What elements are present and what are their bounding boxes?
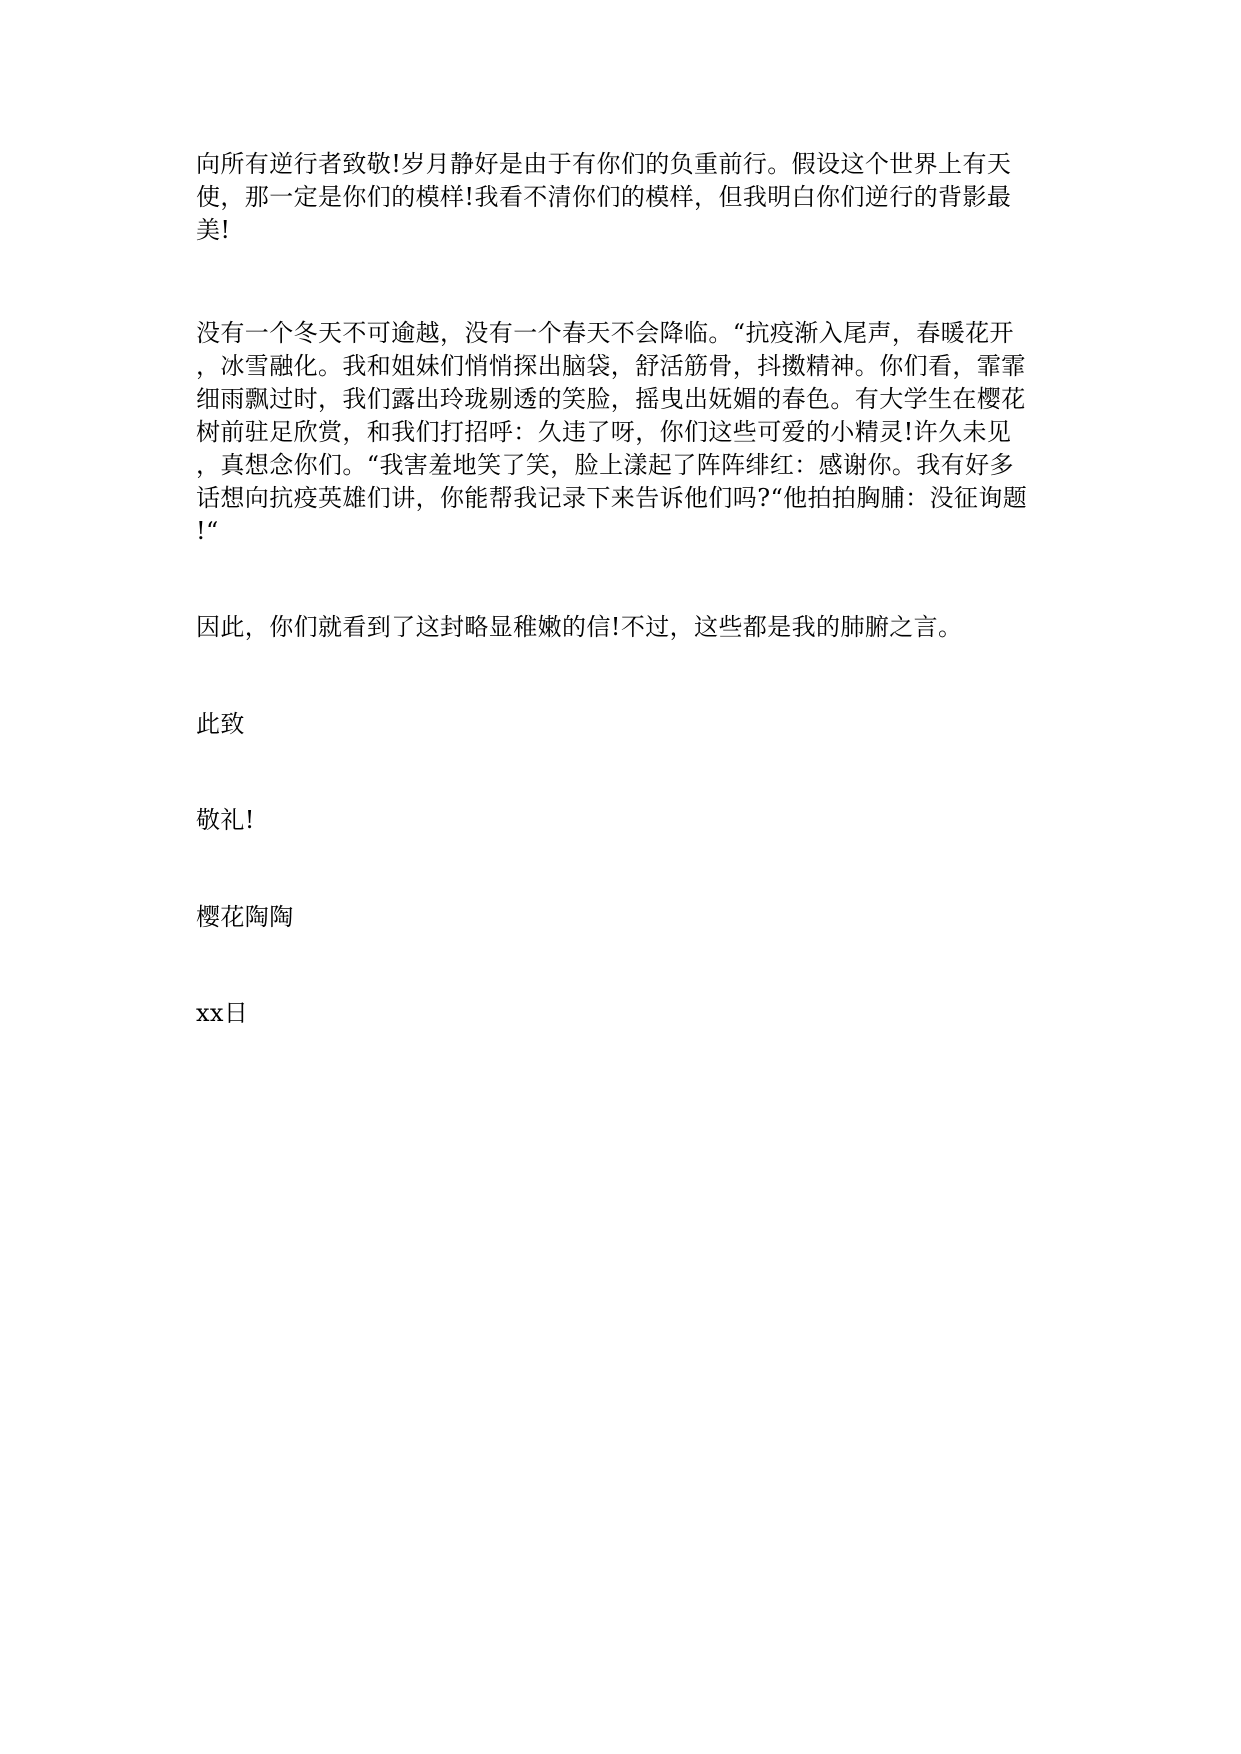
salutation-text: 敬礼! (196, 806, 255, 834)
paragraph-1-line-1: 向所有逆行者致敬!岁月静好是由于有你们的负重前行。假设这个世界上有天 (196, 150, 1012, 178)
paragraph-1-line-3: 美! (196, 216, 231, 244)
paragraph-2-line-1: 没有一个冬天不可逾越，没有一个春天不会降临。“抗疫渐入尾声，春暖花开 (196, 319, 1014, 347)
paragraph-2-line-5: ，真想念你们。“我害羞地笑了笑，脸上漾起了阵阵绯红：感谢你。我有好多 (196, 451, 1014, 479)
date-text: xx日 (196, 999, 249, 1027)
paragraph-2-line-6: 话想向抗疫英雄们讲，你能帮我记录下来告诉他们吗?“他拍拍胸脯：没征询题 (196, 484, 1028, 512)
paragraph-3-line-1: 因此，你们就看到了这封略显稚嫩的信!不过，这些都是我的肺腑之言。 (196, 613, 963, 641)
paragraph-2-line-7: !“ (196, 517, 219, 545)
signature-text: 樱花陶陶 (196, 903, 294, 931)
paragraph-1-line-2: 使，那一定是你们的模样!我看不清你们的模样，但我明白你们逆行的背影最 (196, 183, 1012, 211)
paragraph-2-line-2: ，冰雪融化。我和姐妹们悄悄探出脑袋，舒活筋骨，抖擞精神。你们看，霏霏 (196, 352, 1026, 380)
paragraph-2-line-3: 细雨飘过时，我们露出玲珑剔透的笑脸，摇曳出妩媚的春色。有大学生在樱花 (196, 385, 1026, 413)
paragraph-2-line-4: 树前驻足欣赏，和我们打招呼：久违了呀，你们这些可爱的小精灵!许久未见 (196, 418, 1012, 446)
closing-text: 此致 (196, 710, 245, 738)
